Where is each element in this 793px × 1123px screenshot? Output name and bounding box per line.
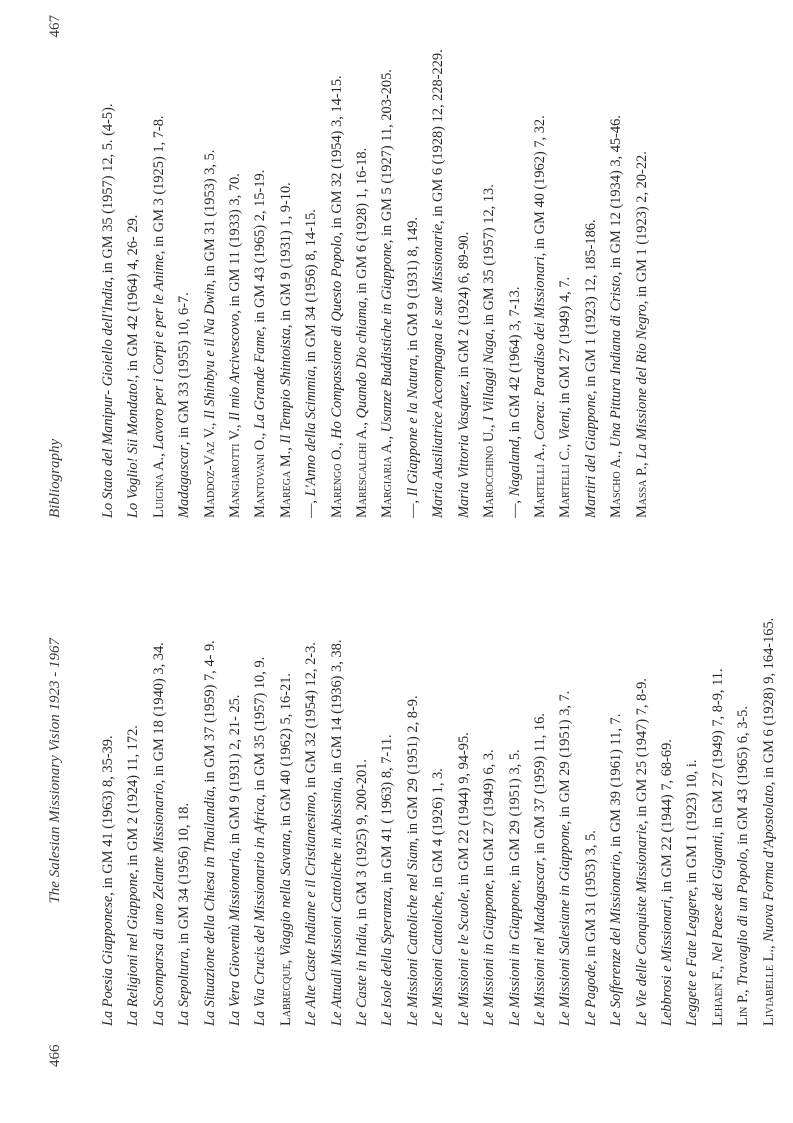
entry-author: — [404,503,421,518]
entry-title: La Situazione della Chiesa in Thailandia [201,789,218,1026]
bibliography-entry [655,572,680,1026]
bibliography-entry [299,572,324,1026]
entry-author: Margiaria A. [379,439,396,518]
bibliography-entry [325,572,350,1026]
entry-citation: , in GM 3 (1925) 9, 200-201. [354,758,371,927]
entry-citation: , in GM 43 (1965) 2, 15-19. [252,169,269,330]
bibliography-entry [604,13,629,518]
entry-title: Madagascar [176,445,193,518]
entry-citation: , in GM 29 (1951) 3, 7. [557,690,574,825]
entry-title: Il Giappone e la Natura [404,358,421,497]
entry-title: Lavoro per i Corpi e per le Anime [150,254,167,450]
entry-separator: , [150,449,167,457]
bibliography-entry [528,572,553,1026]
bibliography-entry [274,13,299,518]
entry-citation: , in GM 37 (1959) 11, 16. [531,713,548,861]
bibliography-entry [477,13,502,518]
entry-title: Le Missioni Salesiane in Giappone [557,824,574,1026]
entry-citation: , in GM 14 (1936) 3, 38. [328,639,345,781]
entry-author: — [506,503,523,518]
entry-citation: , in GM 35 (1957) 10, 9. [252,656,269,798]
running-title-left: The Salesian Missionary Vision 1923 - 1967 [47,638,63,904]
entry-citation: , in GM 22 (1944) 9, 94-95. [455,732,472,893]
entry-separator: , [608,447,625,455]
bibliography-entry [172,572,197,1026]
entry-citation: , in GM 34 (1956) 8, 14-15. [303,209,320,370]
left-page [0,563,793,1123]
entry-title: Quando Dio chiama [354,300,371,419]
bibliography-entry [528,13,553,518]
bibliography-entry [630,13,655,518]
bibliography-entry [503,572,528,1026]
entry-separator: , [201,419,218,427]
entry-citation: , in GM 41 (1963) 8, 35-39. [100,735,116,896]
bibliography-entry [198,572,223,1026]
bibliography-entry [579,13,604,518]
entry-title: La Vera Gioventù Missionaria [227,851,244,1026]
bibliography-entry [503,13,528,518]
entry-separator: , [252,429,269,437]
entry-citation: , in GM 6 (1928) 1, 16-18. [354,147,371,301]
entry-title: Le Missioni in Giappone [481,883,498,1026]
bibliography-entry [401,13,426,518]
entry-author: Lehaen F. [709,969,726,1026]
entry-citation: , in GM 40 (1962) 5, 16-21. [277,672,294,834]
entry-author: Marocchino U. [481,428,498,518]
entry-title: Le Missioni e le Scuole [455,892,472,1026]
entry-title: Le Missioni nel Madagascar [531,860,548,1026]
entry-citation: , in GM 6 (1928) 9, 164-165. [760,617,777,786]
entry-separator: , [379,432,396,440]
entry-citation: , in GM 40 (1962) 7, 32. [531,115,548,257]
entry-citation: , in GM 39 (1961) 11, 7. [608,713,625,855]
bibliography-entry [299,13,324,518]
bibliography-entry [452,572,477,1026]
entry-title: Il mio Arcivescovo [227,313,244,421]
entry-title: Ho Compassione di Questo Popolo [328,235,345,439]
entry-title: Maria Ausiliatrice Accompagna le sue Missionarie [430,223,447,518]
right-page [0,0,793,560]
bibliography-entry [553,572,578,1026]
entry-citation: , in GM 9 (1931) 8, 149. [404,216,421,359]
entry-title: Le Pagode [582,964,599,1026]
bibliography-entry [350,572,375,1026]
entry-title: La Religioni nel Giappone [125,872,142,1026]
bibliography-entry [198,13,223,518]
entry-separator: , [404,496,421,504]
entry-citation: , in GM 37 (1959) 7, 4- 9. [201,640,218,790]
entry-author: Mascho A. [608,454,625,518]
entry-citation: , in GM 1 (1923) 12, 185-186. [582,219,599,395]
entry-title: Le Missioni Cattoliche [430,894,447,1026]
entry-separator: , [354,418,371,426]
entry-title: La Scomparsa di uno Zelante Missionario [150,783,167,1026]
entry-citation: , in GM 18 (1940) 3, 34. [150,642,167,784]
entry-citation: , in GM 32 (1954) 12, 2-3. [303,642,320,796]
entry-citation: , in GM 11 (1933) 3, 70. [227,173,244,314]
entry-author: Lin P. [735,993,752,1026]
entry-author: Martelli A. [531,447,548,518]
entry-title: Travaglio di un Popolo [735,851,752,986]
entry-author: Marengo O. [328,445,345,518]
bibliography-entry [274,572,299,1026]
entry-citation: , in GM 29 (1951) 2, 8-9. [404,695,421,842]
entry-citation: , in GM 1 (1923) 10, i. [684,759,701,891]
bibliography-list-left [96,572,782,1026]
entry-citation: , in GM 43 (1965) 6, 3-5. [735,706,752,852]
entry-citation: , in GM 3 (1925) 1, 7-8. [150,115,167,255]
entry-separator: , [481,420,498,429]
entry-separator: , [709,962,726,970]
entry-title: Maria Vittoria Vasquez [455,384,472,518]
page-number-left: 466 [47,1044,63,1067]
entry-title: Nel Paese dei Giganti [709,835,726,963]
entry-separator: , [735,985,752,994]
entry-author: Liviabelle L. [760,949,777,1026]
entry-author: — [303,503,320,518]
bibliography-entry [553,13,578,518]
entry-citation: , in GM 22 (1944) 7, 68-69. [658,739,675,900]
bibliography-entry [426,572,451,1026]
bibliography-entry [96,572,121,1026]
bibliography-entry [375,572,400,1026]
entry-citation: , in GM 34 (1956) 10, 18. [176,802,193,952]
page-number-right: 467 [47,15,63,38]
entry-title: Leggete e Fate Leggere [684,890,701,1026]
entry-citation: , in GM 41 ( 1963) 8, 7-11. [379,734,396,891]
bibliography-entry [350,13,375,518]
bibliography-entry [375,13,400,518]
bibliography-list-right [96,13,655,518]
entry-author: Mantovani O. [252,436,269,518]
entry-citation: , in GM 2 (1924) 6, 89-90. [455,231,472,385]
entry-citation: , in GM 35 (1957) 12, 5. (4-5). [100,103,116,281]
bibliography-entry [223,572,248,1026]
running-title-right: Bibliography [47,438,63,518]
bibliography-entry [147,572,172,1026]
entry-title: Le Missioni Cattoliche nel Siam [404,841,421,1026]
bibliography-entry [147,13,172,518]
entry-author: Massa P. [633,466,650,518]
entry-author: Maddoz-Vaz V. [201,426,218,518]
entry-citation: , in GM 33 (1955) 10, 6-7. [176,292,193,446]
entry-title: L'Anno della Scimmia [303,369,320,497]
entry-citation: , in GM 42 (1964) 3, 7-13. [506,286,523,440]
entry-citation: , in GM 31 (1953) 3, 5. [582,830,599,965]
bibliography-entry [325,13,350,518]
entry-title: Lebbrosi e Missionari [658,899,675,1026]
bibliography-entry [121,13,146,518]
entry-title: Usanze Buddistiche in Giappone [379,243,396,433]
bibliography-entry [680,572,705,1026]
entry-title: Corea: Paradiso dei Missionari [531,256,548,441]
bibliography-entry [223,13,248,518]
entry-separator: , [557,440,574,448]
entry-author: Marescalchi A. [354,425,371,518]
entry-citation: , in GM 27 (1949) 6, 3. [481,749,498,884]
entry-title: La Missione del Rio Negro [633,304,650,459]
bibliography-entry [731,572,756,1026]
entry-separator: , [328,438,345,446]
entry-title: Una Pittura Indiana di Cristo [608,275,625,448]
entry-citation: , in GM 2 (1924) 11, 172. [125,725,142,873]
entry-title: Le Alte Caste Indiane e il Cristianesimo [303,795,320,1026]
bibliography-entry [401,572,426,1026]
bibliography-entry [604,572,629,1026]
bibliography-entry [757,572,782,1026]
entry-citation: , in GM 32 (1954) 3, 14-15. [328,75,345,236]
entry-separator: , [277,443,294,451]
entry-citation: , in GM 12 (1934) 3, 45-46. [608,115,625,276]
entry-title: Nuova Forma d'Apostolato [760,785,777,942]
bibliography-entry [452,13,477,518]
entry-separator: , [531,440,548,448]
entry-author: Mangiarotti V. [227,428,244,518]
entry-title: Nagaland [506,439,523,497]
bibliography-entry [477,572,502,1026]
entry-title: Le Sofferenze del Missionario [608,854,625,1026]
bibliography-entry [579,572,604,1026]
entry-title: Le Caste in India [354,926,371,1026]
entry-citation: , in GM 29 (1951) 3, 5. [506,749,523,884]
entry-separator: , [227,420,244,429]
entry-citation: , in GM 27 (1949) 4, 7. [557,276,574,411]
bibliography-entry [706,572,731,1026]
entry-title: I Villaggi Naga [481,332,498,421]
entry-title: Lo Stato del Manipur- Gioiello dell'India [100,280,116,518]
entry-separator: , [760,941,777,950]
entry-citation: , in GM 6 (1928) 12, 228-229. [430,49,447,224]
bibliography-entry [172,13,197,518]
entry-citation: , in GM 31 (1953) 3, 5. [201,149,218,284]
entry-author: Luigina A. [150,456,167,518]
entry-author: Marega M. [277,450,294,518]
entry-citation: , in GM 42 (1964) 4, 26- 29. [125,214,142,379]
entry-title: Il Tempio Shintoista [277,328,294,444]
bibliography-entry [630,572,655,1026]
entry-title: Viaggio nella Savana [277,833,294,957]
entry-citation: , in GM 25 (1947) 7, 8-9. [633,678,650,825]
entry-separator: , [277,956,294,964]
entry-citation: , in GM 5 (1927) 11, 203-205. [379,69,396,244]
entry-separator: , [303,496,320,504]
entry-title: Le Attuali Missioni Cattoliche in Abissinia [328,780,345,1026]
entry-citation: , in GM 9 (1931) 1, 9-10. [277,182,294,329]
entry-separator: , [506,496,523,504]
entry-citation: , in GM 35 (1957) 12, 13. [481,184,498,333]
entry-author: Labrecque [277,963,294,1026]
entry-title: La Grande Fame [252,329,269,430]
entry-title: Il Shinbyu e il Na Dwin [201,283,218,420]
entry-title: La Sepoltura [176,951,193,1026]
entry-title: Le Isole della Speranza [379,890,396,1026]
entry-citation: , in GM 1 (1923) 2, 20-22. [633,151,650,305]
bibliography-entry [96,13,121,518]
entry-title: Martiri del Giappone [582,394,599,518]
entry-title: La Poesia Giapponese [100,895,116,1026]
entry-title: Lo Voglio! Sii Mondato! [125,378,142,518]
entry-title: Le Vie delle Conquiste Missionarie [633,824,650,1026]
entry-title: Le Missioni in Giappone [506,883,523,1026]
entry-citation: , in GM 9 (1931) 2, 21- 25. [227,694,244,852]
entry-citation: , in GM 4 (1926) 1, 3. [430,768,447,895]
entry-separator: , [633,458,650,467]
bibliography-entry [121,572,146,1026]
entry-title: Vieni [557,410,574,441]
bibliography-entry [248,572,273,1026]
entry-author: Martelli C. [557,447,574,518]
bibliography-entry [248,13,273,518]
entry-title: La Via Crucis del Missionario in Africa [252,797,269,1026]
bibliography-entry [426,13,451,518]
entry-citation: , in GM 27 (1949) 7, 8-9, 11. [709,668,726,836]
